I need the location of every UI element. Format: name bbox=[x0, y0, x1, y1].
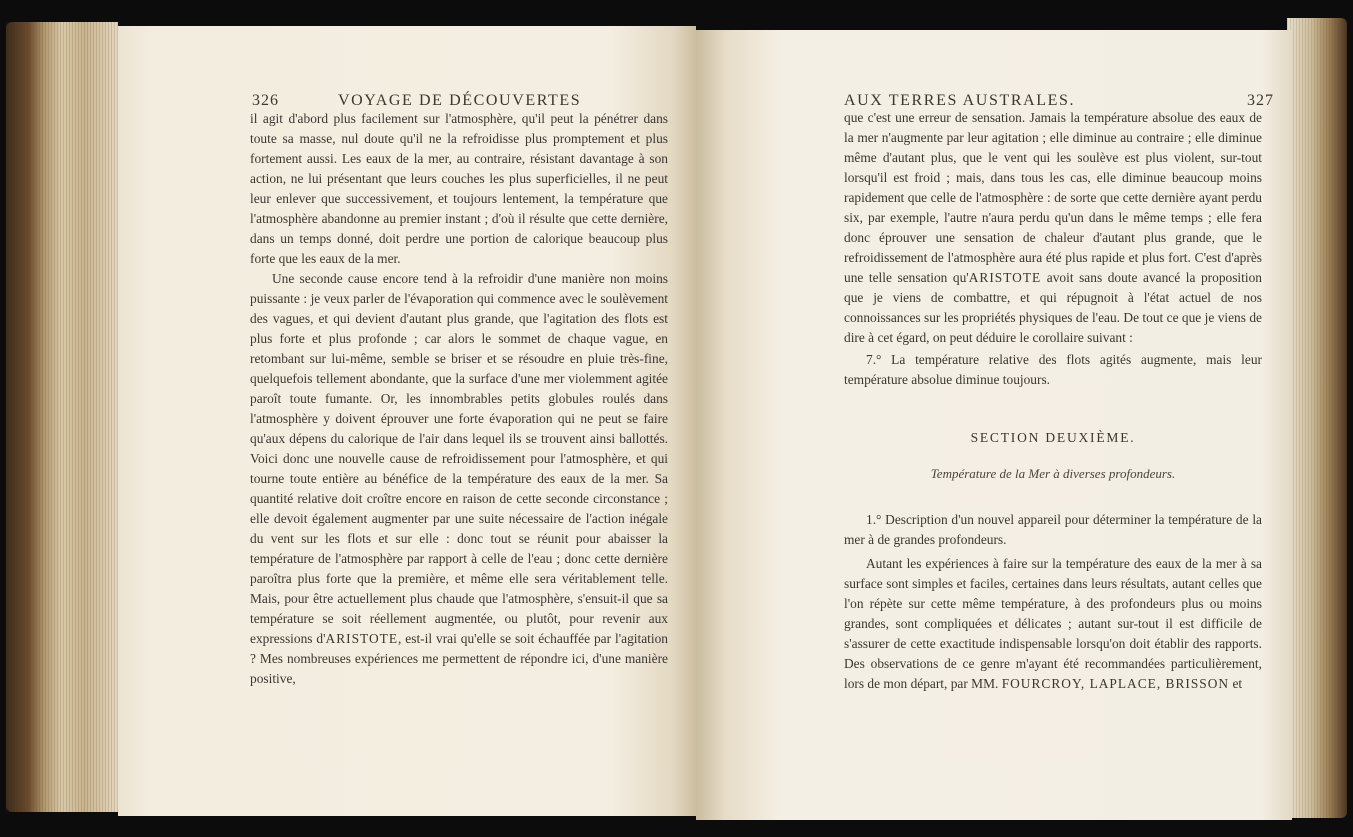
book-edge-right bbox=[1287, 18, 1347, 818]
left-page-header bbox=[250, 92, 668, 114]
author-name: ARISTOTE bbox=[325, 631, 399, 646]
right-page-body bbox=[844, 108, 1262, 390]
paragraph: Une seconde cause encore tend à la refroidir d'une manière non moins puissante : je veux parler de l'évaporation qui commence avec le soulèvement des vagues, et qui devient d'autant plus grande, que l'agitation des flots est plus forte et plus profonde ; car alors le sommet de chaque vague, en retombant sur lui-même, semble se briser et se résoudre en pluie très-fine, quelquefois tellement abondante, que la surface d'une mer violemment agitée paroît toute fumante. Or, les innombrables petits globules roulés dans l'atmosphère y doivent éprouver une forte évaporation qui ne peut se faire qu'aux dépens du calorique de l'air dans lequel ils se trouvent ainsi ballottés. Voici donc une nouvelle cause de refroidissement pour l'atmosphère, et qui tourne toute entière au bénéfice de la température des eaux de la mer. Sa quantité relative doit croître encore en raison de cette seconde circonstance ; elle devoit également augmenter par une suite nécessaire de l'action inégale du vent sur les flots et sur elle : donc tout se réunit pour abaisser la température de l'atmosphère par rapport à celle de l'eau ; donc cette dernière paroîtra plus forte que la première, et même elle sera véritablement telle. Mais, pour être actuellement plus chaude que l'atmosphère, s'ensuit-il que sa température se soit réellement augmentée, ou plutôt, pour revenir aux expressions d'ARISTOTE, est-il vrai qu'elle se soit échauffée par l'agitation ? Mes nombreuses expériences me permettent de répondre ici, d'une manière positive, bbox=[250, 271, 668, 686]
section-title: SECTION DEUXIÈME. bbox=[970, 430, 1136, 445]
paragraph: Autant les expériences à faire sur la température des eaux de la mer à sa surface sont simples et faciles, certaines dans leurs résultats, autant celles que l'on répète sur cette même température, à des profondeurs plus ou moins grandes, sont compliquées et délicates ; autant sur-tout il est difficile de s'assurer de cette exactitude indispensable lorsqu'on doit établir des rapports. Des observations de ce genre m'ayant été recommandées particulièrement, lors de mon départ, par MM. FOURCROY, LAPLACE, BRISSON et bbox=[844, 556, 1262, 691]
right-page bbox=[696, 30, 1292, 820]
running-head: AUX TERRES AUSTRALES. bbox=[844, 92, 1076, 109]
right-page-body-2 bbox=[844, 510, 1262, 694]
corollary: 7.° La température relative des flots agités augmente, mais leur température absolue diminue toujours. bbox=[844, 352, 1262, 387]
book-edge-left bbox=[6, 22, 118, 812]
left-page bbox=[118, 26, 696, 816]
list-item: 1.° Description d'un nouvel appareil pour déterminer la température de la mer à de grandes profondeurs. bbox=[844, 512, 1262, 547]
left-page-body bbox=[250, 109, 668, 689]
paragraph: il agit d'abord plus facilement sur l'atmosphère, qu'il peut la pénétrer dans toute sa masse, nul doute qu'il ne la refroidisse plus promptement et plus fortement aussi. Les eaux de la mer, au contraire, résistant davantage à son action, ne lui présentant que leurs couches les plus superficielles, il ne peut leur enlever que successivement, et toujours lentement, la température que l'atmosphère abandonne au premier instant ; d'où il résulte que cette dernière, dans un temps donné, doit perdre une portion de calorique beaucoup plus forte que les eaux de la mer. bbox=[250, 111, 668, 266]
running-head: VOYAGE DE DÉCOUVERTES bbox=[338, 92, 582, 109]
section-subtitle: Température de la Mer à diverses profondeurs. bbox=[930, 466, 1176, 481]
author-names: FOURCROY, LAPLACE, BRISSON bbox=[1001, 676, 1230, 691]
page-number: 326 bbox=[252, 92, 279, 109]
right-page-header bbox=[844, 92, 1274, 114]
paragraph: que c'est une erreur de sensation. Jamais la température absolue des eaux de la mer n'augmente par leur agitation ; elle diminue au contraire ; elle diminue même d'autant plus, que le vent qui les soulève est plus violent, sur-tout lorsqu'il est froid ; mais, dans tous les cas, elle diminue beaucoup moins rapidement que celle de l'atmosphère : de sorte que cette dernière ayant perdu six, par exemple, l'autre n'aura perdu qu'un dans le même temps ; elle fera donc éprouver une sensation de chaleur d'autant plus grande, que le refroidissement de l'atmosphère aura été plus rapide et plus fort. C'est d'après une telle sensation qu'ARISTOTE avoit sans doute avancé la proposition que je viens de combattre, et qui répugnoit à l'état actuel de nos connoissances sur les propriétés physiques de l'eau. De tout ce que je viens de dire à cet égard, on peut déduire le corollaire suivant : bbox=[844, 110, 1262, 345]
page-number: 327 bbox=[1247, 92, 1274, 109]
author-name: ARISTOTE bbox=[968, 270, 1042, 285]
